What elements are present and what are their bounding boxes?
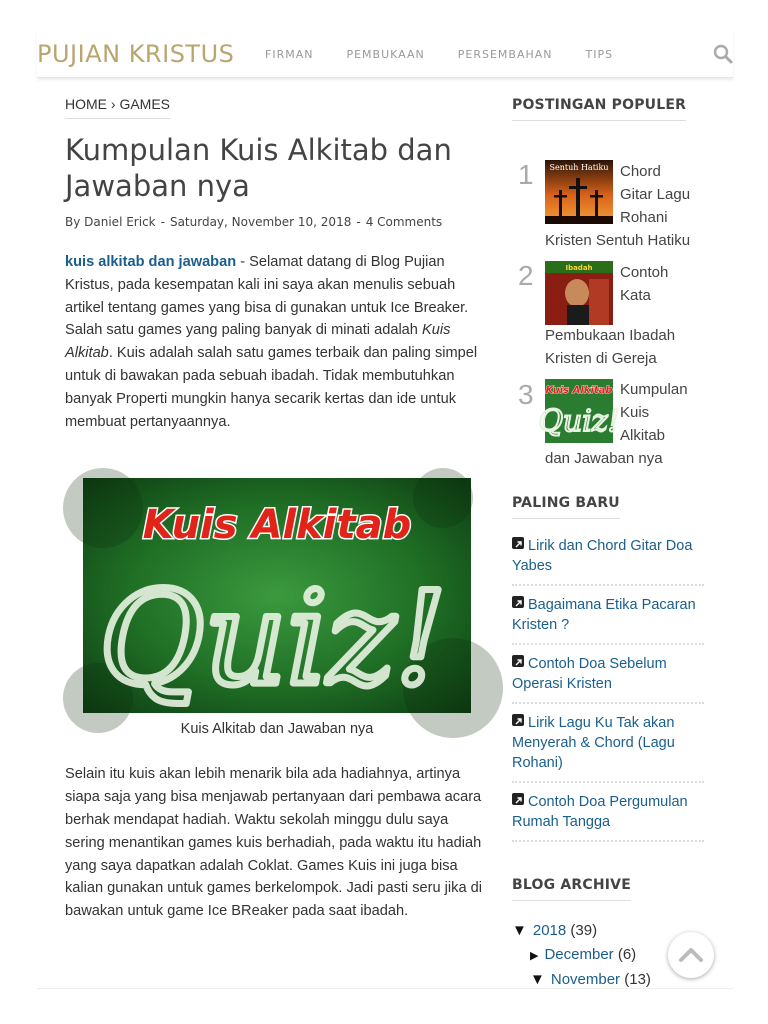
popular-rank: 3 <box>518 379 534 410</box>
popular-line: Alkitab <box>620 427 666 444</box>
popular-line: Chord <box>620 163 661 180</box>
main-nav <box>265 48 646 61</box>
archive-link-2018[interactable]: 2018 <box>532 922 567 939</box>
archive-count: (39) <box>570 922 598 939</box>
popular-text-2b[interactable] <box>545 324 715 370</box>
breadcrumb-separator: › <box>110 96 116 112</box>
list-item <box>512 783 704 842</box>
meta-separator: - <box>160 215 165 229</box>
popular-line: Rohani <box>620 209 668 226</box>
intro-text-1: - Selamat datang di Blog Pujian Kristus, pada kesempatan kali ini saya akan menulis sebuah artikel tentang games yang bisa di gunakan untuk Ice Breaker. Salah satu games yang paling banyak di minati adalah <box>65 254 469 339</box>
post-figure <box>83 478 471 737</box>
popular-text-1b[interactable]: Kristen Sentuh Hatiku <box>545 232 691 249</box>
popular-thumb-2[interactable] <box>545 261 613 325</box>
post-intro <box>65 251 485 433</box>
breadcrumb-home[interactable]: HOME <box>65 96 107 112</box>
footer-divider <box>37 988 733 989</box>
archive-count: (6) <box>617 946 637 963</box>
popular-text-2a[interactable] <box>620 261 668 307</box>
chevron-up-icon <box>668 932 714 978</box>
post-main <box>65 96 485 923</box>
popular-rank: 2 <box>518 260 534 291</box>
thumb-3-text: Kuis Alkitab <box>545 385 613 396</box>
newest-post-link[interactable]: Lirik Lagu Ku Tak akan Menyerah & Chord (Lagu Rohani) <box>512 715 675 771</box>
list-item <box>512 527 704 586</box>
site-header <box>37 30 733 78</box>
collapse-triangle-icon[interactable]: ▼ <box>512 922 527 939</box>
external-link-icon <box>512 655 524 667</box>
intro-link[interactable]: kuis alkitab dan jawaban <box>65 254 237 270</box>
popular-text-1a[interactable] <box>620 160 690 229</box>
scroll-to-top-button[interactable] <box>668 932 714 978</box>
external-link-icon <box>512 596 524 608</box>
popular-line: Contoh <box>620 264 669 281</box>
newest-posts-list <box>512 527 704 842</box>
intro-emphasis: Kuis Alkitab <box>65 322 451 362</box>
archive-link-november[interactable]: November <box>550 971 621 988</box>
list-item <box>512 645 704 704</box>
list-item <box>512 586 704 645</box>
site-logo[interactable]: PUJIAN KRISTUS <box>37 40 235 68</box>
popular-text-3b[interactable]: dan Jawaban nya <box>545 450 663 467</box>
intro-text-2: . Kuis adalah salah satu games terbaik dan paling simpel untuk di bawakan pada sebuah ibadah. Tidak membutuhkan banyak Properti mungkin hanya secarik kertas dan ide untuk membuat pertanyaannya. <box>65 345 478 430</box>
popular-line: Kristen di Gereja <box>545 350 657 367</box>
popular-thumb-3[interactable] <box>538 379 620 443</box>
expand-triangle-icon[interactable]: ▶ <box>530 950 539 962</box>
newest-post-link[interactable]: Contoh Doa Sebelum Operasi Kristen <box>512 656 667 692</box>
popular-thumb-1[interactable] <box>545 160 613 224</box>
nav-item-tips[interactable]: TIPS <box>585 48 614 61</box>
sidebar <box>512 96 704 992</box>
archive-count: (13) <box>624 971 651 988</box>
thumb-3-quiz: Quiz! <box>538 404 620 439</box>
popular-line: Pembukaan Ibadah <box>545 327 676 344</box>
nav-item-persembahan[interactable]: PERSEMBAHAN <box>457 48 553 61</box>
search-icon[interactable] <box>713 44 733 64</box>
image-caption: Kuis Alkitab dan Jawaban nya <box>180 721 374 738</box>
newest-post-link[interactable]: Contoh Doa Pergumulan Rumah Tangga <box>512 794 688 830</box>
post-date[interactable]: Saturday, November 10, 2018 <box>169 215 352 229</box>
popular-line: Kumpulan <box>620 381 688 398</box>
post-title: Kumpulan Kuis Alkitab dan Jawaban nya <box>65 133 452 203</box>
breadcrumb-games[interactable]: GAMES <box>119 96 171 112</box>
popular-line: Kuis <box>620 404 650 421</box>
newest-post-link[interactable]: Lirik dan Chord Gitar Doa Yabes <box>512 538 693 574</box>
nav-item-pembukaan[interactable]: PEMBUKAAN <box>346 48 425 61</box>
post-meta <box>65 215 485 229</box>
newest-posts-title: PALING BARU <box>512 495 620 519</box>
popular-posts-title: POSTINGAN POPULER <box>512 97 686 121</box>
nav-item-firman[interactable]: FIRMAN <box>265 48 314 61</box>
breadcrumb <box>65 96 170 119</box>
external-link-icon <box>512 714 524 726</box>
blog-archive-title: BLOG ARCHIVE <box>512 877 631 901</box>
quiz-image <box>83 478 471 713</box>
popular-rank: 1 <box>518 159 534 190</box>
newest-post-link[interactable]: Bagaimana Etika Pacaran Kristen ? <box>512 597 696 633</box>
collapse-triangle-icon[interactable]: ▼ <box>530 971 545 988</box>
thumb-2-text: Ibadah <box>565 264 593 272</box>
post-comments-link[interactable]: 4 Comments <box>365 215 443 229</box>
popular-line: Kata <box>620 287 651 304</box>
image-quiz-text: Quiz! <box>99 565 447 715</box>
external-link-icon <box>512 537 524 549</box>
meta-separator: - <box>356 215 361 229</box>
external-link-icon <box>512 793 524 805</box>
list-item <box>512 704 704 783</box>
popular-line: Gitar Lagu <box>620 186 691 203</box>
post-author[interactable]: By Daniel Erick <box>65 215 156 229</box>
post-body-paragraph: Selain itu kuis akan lebih menarik bila ada hadiahnya, artinya siapa saja yang bisa menjawab pertanyaan dari pembawa acara berhak mendapat hadiah. Waktu sekolah minggu dulu saya sering menantikan games kuis berhadiah, pada waktu itu hadiah yang saya dapatkan adalah Coklat. Games Kuis ini juga bisa kalian gunakan untuk games berkelompok. Jadi pasti seru jika di bawakan untuk game Ice BReaker pada saat ibadah. <box>65 766 482 920</box>
image-title-text: Kuis Alkitab <box>142 502 412 549</box>
archive-link-december[interactable]: December <box>544 946 614 963</box>
thumb-1-text: Sentuh Hatiku <box>549 163 609 172</box>
popular-text-3a[interactable] <box>620 378 688 447</box>
popular-posts-list <box>512 121 704 466</box>
